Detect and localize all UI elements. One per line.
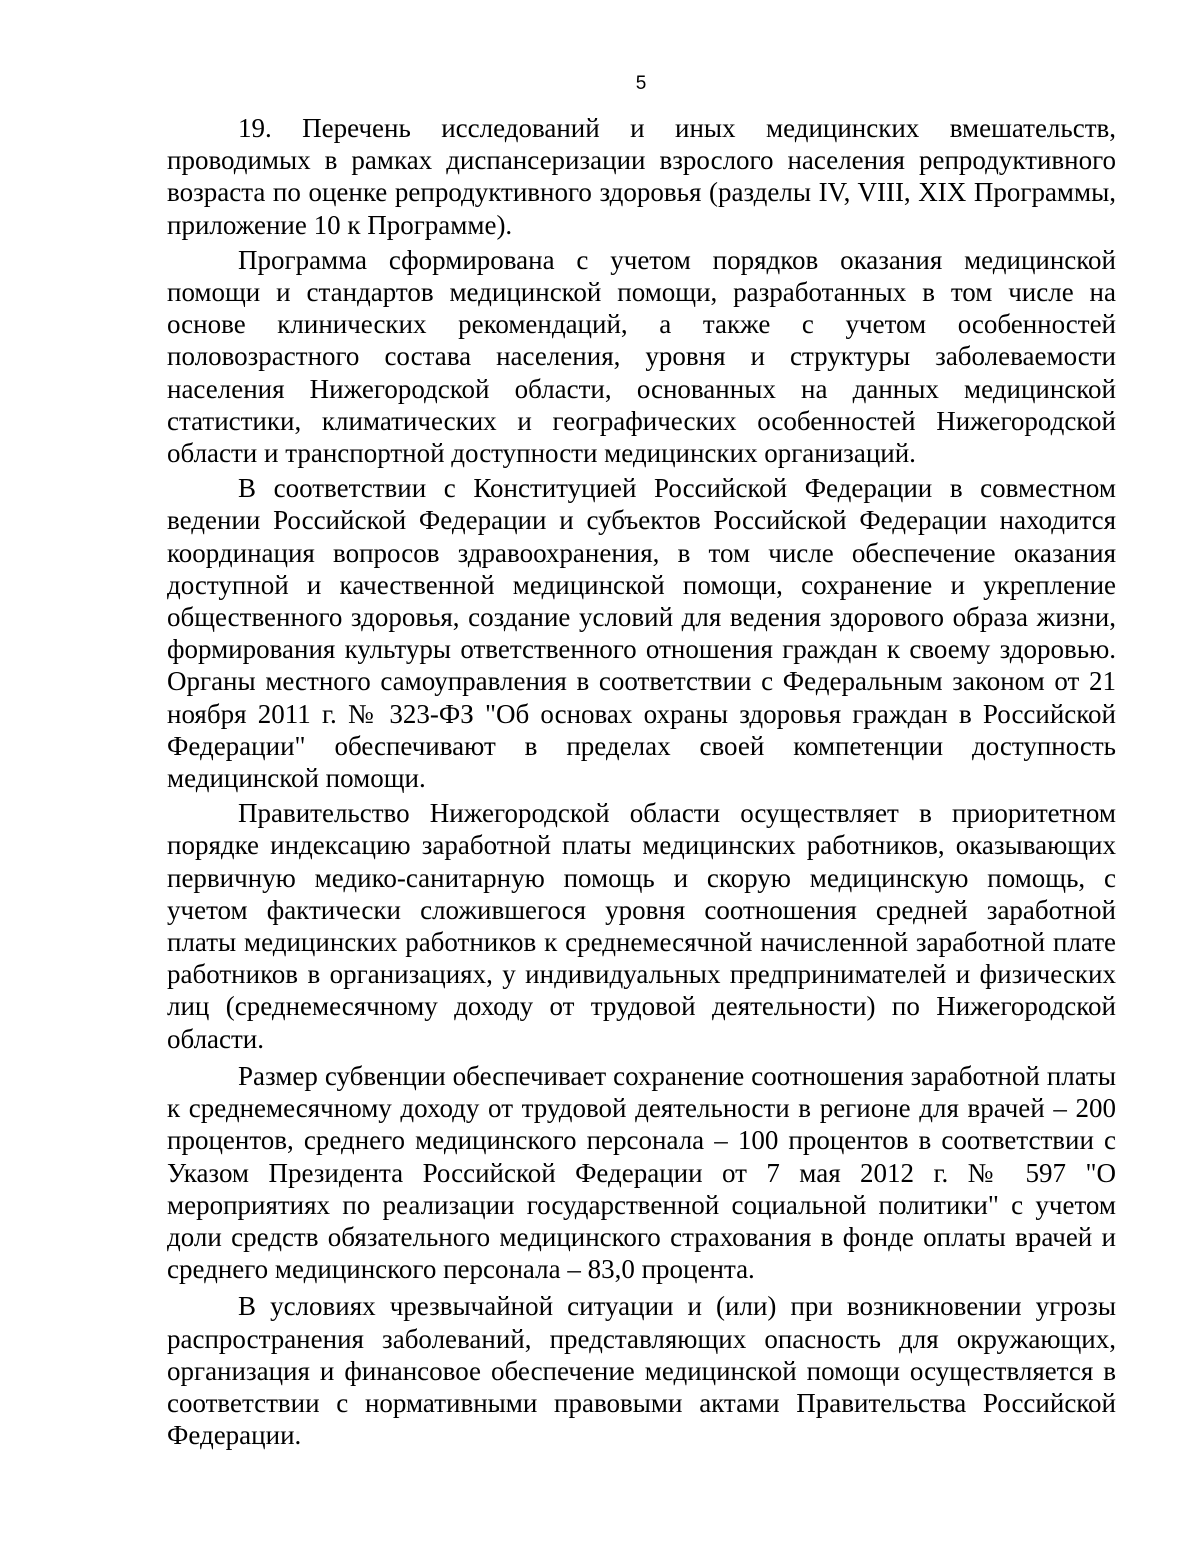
paragraph-emergency-situation: В условиях чрезвычайной ситуации и (или) при возникновении угрозы распространения заболеваний, представляющих опасность для окружающих, организация и финансовое обеспечение медицинской помощи осуществляется в соответствии с нормативными правовыми актами Правительства Российской Федерации. xyxy=(167,1291,1116,1451)
paragraph-constitution: В соответствии с Конституцией Российской Федерации в совместном ведении Российской Федерации и субъектов Российской Федерации находится координация вопросов здравоохранения, в том числе обеспечение оказания доступной и качественной медицинской помощи, сохранение и укрепление общественного здоровья, создание условий для ведения здорового образа жизни, формирования культуры ответственного отношения граждан к своему здоровью. Органы местного самоуправления в соответствии с Федеральным законом от 21 ноября 2011 г. № 323-ФЗ "Об основах охраны здоровья граждан в Российской Федерации" обеспечивают в пределах своей компетенции доступность медицинской помощи. xyxy=(167,473,1116,794)
paragraph-salary-indexation: Правительство Нижегородской области осуществляет в приоритетном порядке индексацию заработной платы медицинских работников, оказывающих первичную медико-санитарную помощь и скорую медицинскую помощь, с учетом фактически сложившегося уровня соотношения средней заработной платы медицинских работников к среднемесячной начисленной заработной плате работников в организациях, у индивидуальных предпринимателей и физических лиц (среднемесячному доходу от трудовой деятельности) по Нижегородской области. xyxy=(167,798,1116,1054)
paragraph-program-formation: Программа сформирована с учетом порядков оказания медицинской помощи и стандартов медицинской помощи, разработанных в том числе на основе клинических рекомендаций, а также с учетом особенностей половозрастного состава населения, уровня и структуры заболеваемости населения Нижегородской области, основанных на данных медицинской статистики, климатических и географических особенностей Нижегородской области и транспортной доступности медицинских организаций. xyxy=(167,244,1116,469)
document-body xyxy=(167,112,1116,1451)
paragraph-item-19: 19. Перечень исследований и иных медицинских вмешательств, проводимых в рамках диспансеризации взрослого населения репродуктивного возраста по оценке репродуктивного здоровья (разделы IV, VIII, XIX Программы, приложение 10 к Программе). xyxy=(167,113,1116,240)
page-number: 5 xyxy=(635,73,647,94)
paragraph-subvention-size: Размер субвенции обеспечивает сохранение соотношения заработной платы к среднемесячному доходу от трудовой деятельности в регионе для врачей – 200 процентов, среднего медицинского персонала – 100 процентов в соответствии с Указом Президента Российской Федерации от 7 мая 2012 г. № 597 "О мероприятиях по реализации государственной социальной политики" с учетом доли средств обязательного медицинского страхования в фонде оплаты врачей и среднего медицинского персонала – 83,0 процента. xyxy=(167,1060,1116,1285)
